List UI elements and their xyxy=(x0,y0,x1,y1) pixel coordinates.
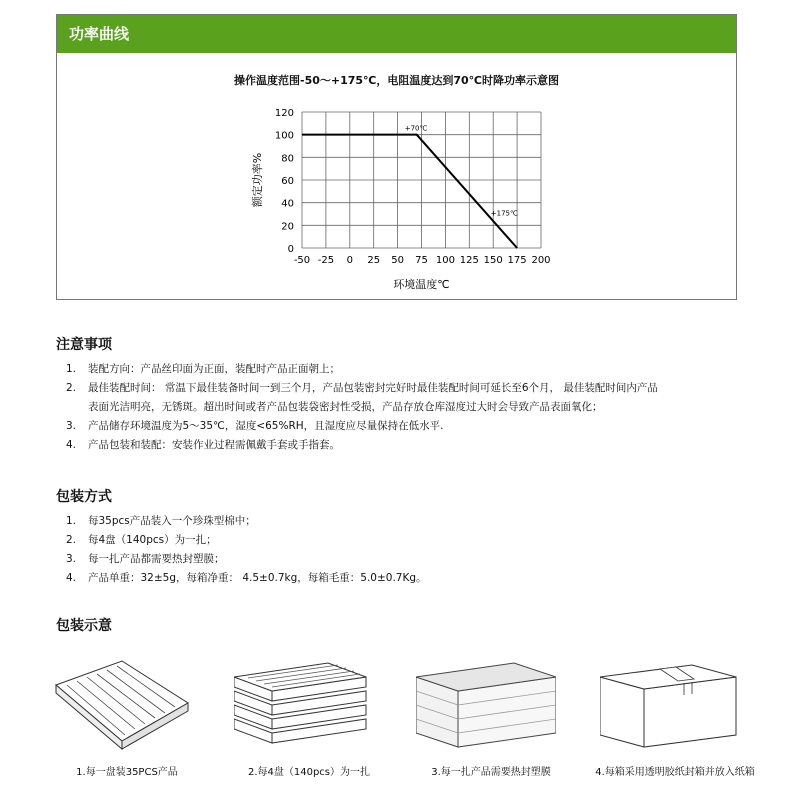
list-item xyxy=(66,531,427,550)
y-tick-label: 40 xyxy=(281,198,294,210)
x-tick-label: -25 xyxy=(317,255,335,266)
y-tick-label: 60 xyxy=(281,176,294,187)
list-item-text: 装配方向：产品丝印面为正面，装配时产品正面朝上； xyxy=(88,363,340,375)
caption-4: 4.每箱采用透明胶纸封箱并放入纸箱 xyxy=(595,767,755,778)
packing-title: 包装方式 xyxy=(56,489,112,505)
list-item-text: 每一扎产品都需要热封塑膜； xyxy=(88,553,225,565)
x-tick-label: 25 xyxy=(367,255,381,266)
curve-annotation: +70℃ xyxy=(404,124,428,133)
caption-2: 2.每4盘（140pcs）为一扎 xyxy=(247,767,371,778)
notes-title: 注意事项 xyxy=(56,337,112,353)
figure-stacked-trays xyxy=(234,655,384,795)
curve-annotation: +175℃ xyxy=(490,209,518,218)
list-item-text: 产品储存环境温度为5～35℃，湿度<65%RH，且湿度应尽量保持在低水平. xyxy=(88,420,444,432)
x-tick-label: 175 xyxy=(507,255,527,266)
y-tick-label: 20 xyxy=(281,221,294,233)
list-item xyxy=(66,379,658,398)
figure-carton-box xyxy=(595,655,755,795)
power-curve-panel xyxy=(56,14,737,300)
list-item-number: 3. xyxy=(66,420,77,432)
list-item-number: 3. xyxy=(66,553,77,565)
list-item-text: 产品单重：32±5g，每箱净重： 4.5±0.7kg，每箱毛重：5.0±0.7Kg。 xyxy=(88,572,427,584)
list-item xyxy=(66,550,427,569)
list-item xyxy=(66,436,658,455)
caption-3: 3.每一扎产品需要热封塑膜 xyxy=(431,767,551,778)
x-tick-label: 200 xyxy=(531,255,551,266)
figure-wrapped-bundle xyxy=(416,655,566,795)
list-item xyxy=(66,569,427,588)
list-item-number: 2. xyxy=(66,382,77,394)
chart-subtitle: 操作温度范围-50～+175℃，电阻温度达到70℃时降功率示意图 xyxy=(234,74,559,87)
list-item xyxy=(66,512,427,531)
power-curve-header: 功率曲线 xyxy=(57,15,736,53)
y-tick-label: 100 xyxy=(274,130,294,142)
y-tick-label: 120 xyxy=(274,108,294,119)
list-item-number: 1. xyxy=(66,515,77,527)
packing-list xyxy=(66,512,427,588)
x-axis-label: 环境温度℃ xyxy=(393,278,450,291)
list-item-number: 2. xyxy=(66,534,77,546)
list-item-number: 1. xyxy=(66,363,77,375)
x-tick-label: 50 xyxy=(391,255,404,266)
list-item xyxy=(66,398,658,417)
single-tray-icon xyxy=(52,655,192,755)
list-item-text: 最佳装配时间： 常温下最佳装备时间一到三个月，产品包装密封完好时最佳装配时间可延长至6个月， 最佳装配时间内产品 xyxy=(88,382,658,394)
x-tick-label: 125 xyxy=(459,255,479,266)
y-tick-label: 0 xyxy=(287,244,294,255)
y-tick-label: 80 xyxy=(281,153,294,165)
list-item xyxy=(66,417,658,436)
x-tick-label: 0 xyxy=(346,255,353,266)
x-tick-label: 150 xyxy=(483,255,503,266)
figure-single-tray xyxy=(52,655,202,795)
x-tick-label: 100 xyxy=(435,255,455,266)
x-tick-label: -50 xyxy=(293,255,311,266)
derating-curve-line xyxy=(302,135,517,248)
list-item-text: 产品包装和装配：安装作业过程需佩戴手套或手指套。 xyxy=(88,439,340,451)
list-item-text: 每35pcs产品装入一个珍珠型棉中； xyxy=(88,515,256,527)
power-curve-chart xyxy=(57,15,736,299)
notes-list xyxy=(66,360,658,455)
diagram-title: 包装示意 xyxy=(56,618,112,634)
wrapped-bundle-icon xyxy=(416,655,556,755)
list-item xyxy=(66,360,658,379)
list-item-text: 表面光洁明亮，无锈斑。超出时间或者产品包装袋密封性受损，产品存放仓库湿度过大时会导致产品表面氧化； xyxy=(88,401,603,413)
list-item-text: 每4盘（140pcs）为一扎； xyxy=(88,534,217,546)
carton-box-icon xyxy=(600,655,740,755)
caption-1: 1.每一盘装35PCS产品 xyxy=(76,767,178,778)
packing-diagram xyxy=(44,655,774,795)
list-item-number: 4. xyxy=(66,572,77,584)
list-item-number xyxy=(66,398,88,417)
x-tick-label: 75 xyxy=(415,255,428,266)
stacked-trays-icon xyxy=(234,655,374,755)
list-item-number: 4. xyxy=(66,439,77,451)
y-axis-label: 额定功率% xyxy=(251,152,264,208)
